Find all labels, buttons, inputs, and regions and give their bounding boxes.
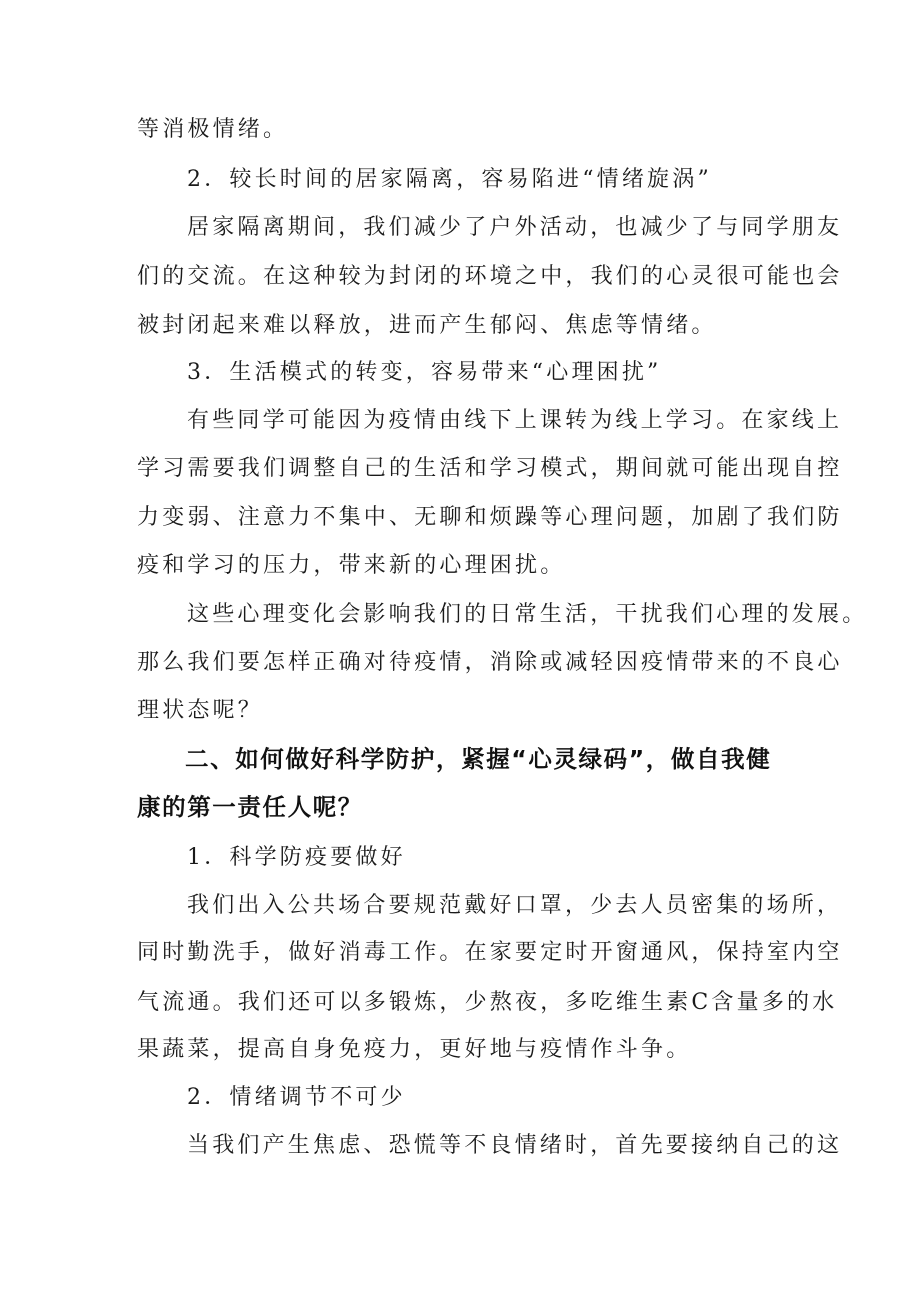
- paragraph-line: 学习需要我们调整自己的生活和学习模式，期间就可能出现自控: [137, 456, 843, 481]
- subheading-2-2: 2．情绪调节不可少: [187, 1085, 406, 1110]
- paragraph-line: 等消极情绪。: [137, 117, 289, 142]
- paragraph-line: 同时勤洗手，做好消毒工作。在家要定时开窗通风，保持室内空: [137, 940, 843, 965]
- subheading-1-3: 3．生活模式的转变，容易带来“心理困扰”: [187, 360, 662, 385]
- paragraph-line: 们的交流。在这种较为封闭的环境之中，我们的心灵很可能也会: [137, 264, 843, 289]
- subheading-1-2: 2．较长时间的居家隔离，容易陷进“情绪旋涡”: [187, 167, 712, 192]
- paragraph-line: 果蔬菜，提高自身免疫力，更好地与疫情作斗争。: [137, 1037, 692, 1062]
- paragraph-line: 气流通。我们还可以多锻炼，少熬夜，多吃维生素C含量多的水: [137, 990, 838, 1015]
- paragraph-line: 那么我们要怎样正确对待疫情，消除或减轻因疫情带来的不良心: [137, 650, 843, 675]
- paragraph-line: 疫和学习的压力，带来新的心理困扰。: [137, 553, 566, 578]
- paragraph-line: 力变弱、注意力不集中、无聊和烦躁等心理问题，加剧了我们防: [137, 505, 843, 530]
- paragraph-line: 被封闭起来难以释放，进而产生郁闷、焦虑等情绪。: [137, 313, 717, 338]
- paragraph-line: 理状态呢？: [137, 698, 264, 723]
- paragraph-line: 有些同学可能因为疫情由线下上课转为线上学习。在家线上: [187, 408, 843, 433]
- paragraph-line: 当我们产生焦虑、恐慌等不良情绪时，首先要接纳自己的这: [187, 1133, 843, 1158]
- paragraph-line: 这些心理变化会影响我们的日常生活，干扰我们心理的发展。: [187, 602, 868, 627]
- subheading-2-1: 1．科学防疫要做好: [187, 845, 406, 870]
- section-heading-2: 二、如何做好科学防护，紧握“心灵绿码”，做自我健: [185, 745, 772, 773]
- paragraph-line: 居家隔离期间，我们减少了户外活动，也减少了与同学朋友: [187, 215, 843, 240]
- paragraph-line: 我们出入公共场合要规范戴好口罩，少去人员密集的场所，: [187, 893, 843, 918]
- section-heading-2-cont: 康的第一责任人呢？: [137, 793, 363, 821]
